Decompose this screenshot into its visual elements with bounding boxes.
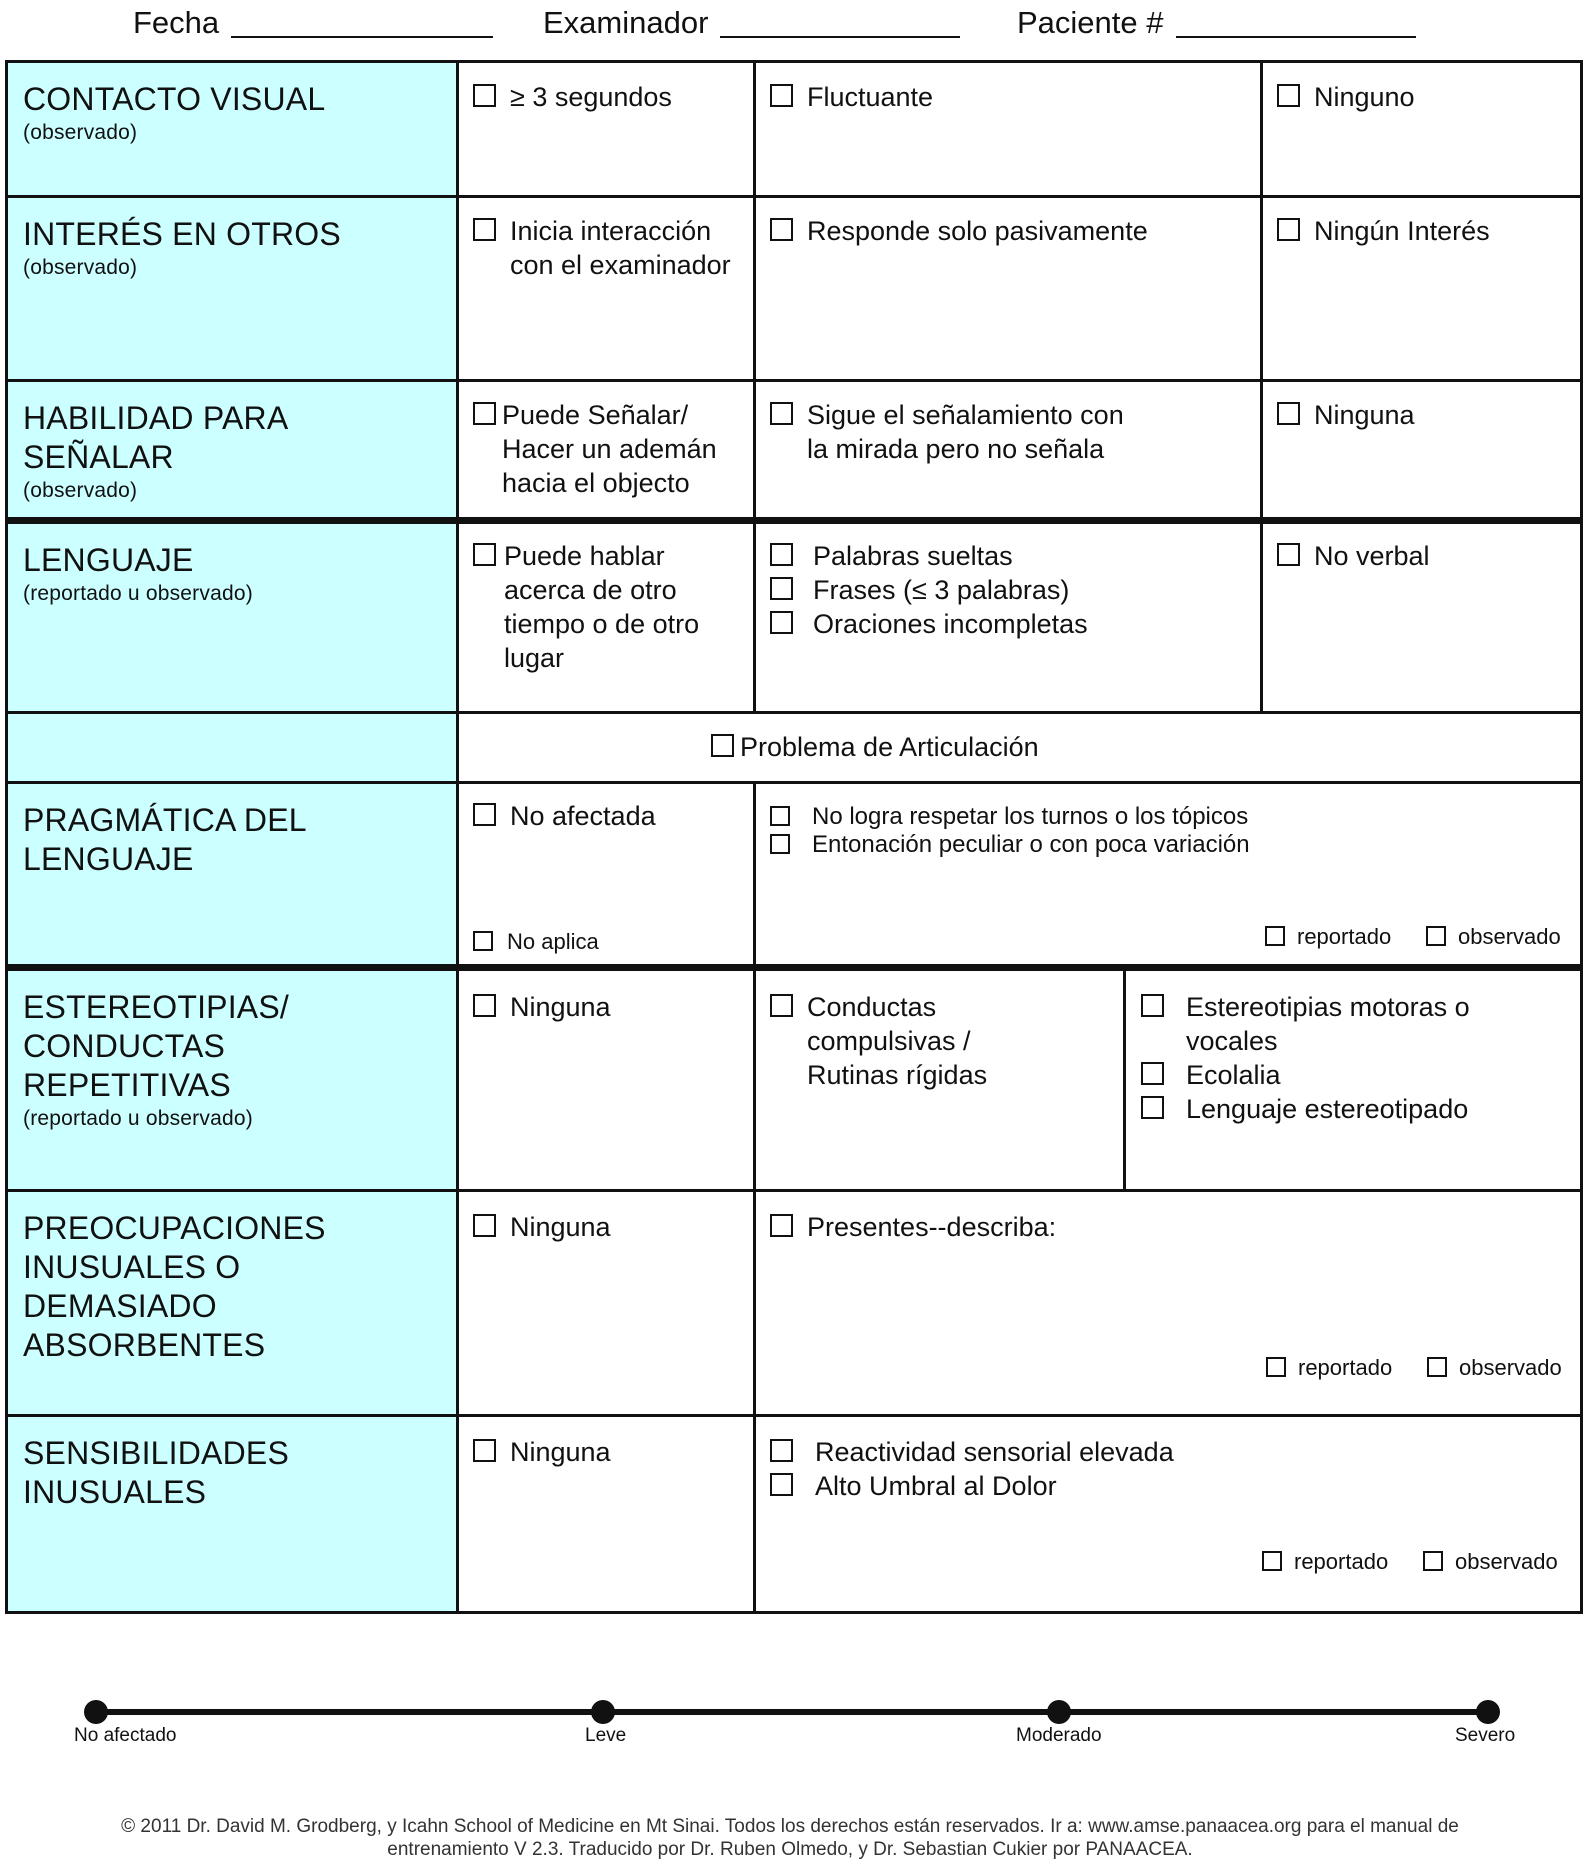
estereotipias-sub: (reportado u observado) [23, 1107, 253, 1130]
lenguaje-sub: (reportado u observado) [23, 582, 253, 605]
option-ningun-interes[interactable]: Ningún Interés [1277, 214, 1490, 248]
interes-title: INTERÉS EN OTROS [23, 216, 341, 252]
option-no-verbal[interactable]: No verbal [1277, 539, 1430, 573]
option-preocupaciones-observado[interactable]: observado [1427, 1354, 1562, 1382]
checkbox[interactable] [770, 84, 793, 107]
checkbox[interactable] [473, 84, 496, 107]
contacto-title: CONTACTO VISUAL [23, 81, 326, 117]
option-ninguna-senalar[interactable]: Ninguna [1277, 398, 1415, 432]
checkbox[interactable] [473, 931, 493, 951]
checkbox[interactable] [770, 611, 793, 634]
label-lenguaje [5, 521, 459, 714]
checkbox[interactable] [1277, 218, 1300, 241]
examinador-label: Examinador [543, 5, 709, 40]
label-sensibilidades [5, 1414, 459, 1614]
checkbox[interactable] [473, 543, 496, 566]
option-puede-senalar[interactable]: Puede Señalar/ Hacer un ademán hacia el objecto [473, 398, 717, 500]
checkbox[interactable] [770, 994, 793, 1017]
senalar-title: HABILIDAD PARA SEÑALAR [23, 400, 289, 475]
option-frases[interactable]: Frases (≤ 3 palabras) [770, 573, 1088, 607]
checkbox[interactable] [1265, 926, 1285, 946]
senalar-sub: (observado) [23, 479, 138, 502]
option-responde-pasivamente[interactable]: Responde solo pasivamente [770, 214, 1148, 248]
option-preocupaciones-reportado[interactable]: reportado [1266, 1354, 1392, 1382]
label-pragmatica [5, 781, 459, 967]
option-inicia-interaccion[interactable]: Inicia interacción con el examinador [473, 214, 731, 282]
option-palabras-sueltas[interactable]: Palabras sueltas [770, 539, 1088, 573]
option-ninguna-estereotipias[interactable]: Ninguna [473, 990, 611, 1024]
option-no-respeta-turnos[interactable]: No logra respetar los turnos o los tópicos [770, 803, 1250, 831]
checkbox[interactable] [1266, 1357, 1286, 1377]
lenguaje-title: LENGUAJE [23, 542, 194, 578]
checkbox[interactable] [473, 402, 496, 425]
estereotipias-title: ESTEREOTIPIAS/ CONDUCTAS REPETITIVAS [23, 989, 289, 1103]
paciente-line[interactable] [1176, 6, 1416, 38]
scale-point-severo[interactable] [1476, 1700, 1500, 1724]
checkbox[interactable] [1262, 1551, 1282, 1571]
option-reactividad-sensorial[interactable]: Reactividad sensorial elevada [770, 1435, 1174, 1469]
option-ninguna-sensibilidades[interactable]: Ninguna [473, 1435, 611, 1469]
checkbox[interactable] [1426, 926, 1446, 946]
option-group-lenguaje [770, 539, 1088, 641]
option-sensibilidades-observado[interactable]: observado [1423, 1548, 1558, 1576]
footer-line-1: © 2011 Dr. David M. Grodberg, y Icahn School of Medicine en Mt Sinai. Todos los derechos están reservados. Ir a: www.amse.panaacea.org para el manual de [121, 1816, 1459, 1837]
label-habilidad-senalar [5, 379, 459, 520]
scale-label-leve: Leve [585, 1725, 627, 1746]
contacto-sub: (observado) [23, 121, 138, 144]
checkbox[interactable] [473, 1214, 496, 1237]
checkbox[interactable] [473, 218, 496, 241]
option-no-afectada[interactable]: No afectada [473, 799, 656, 833]
scale-label-severo: Severo [1455, 1725, 1516, 1746]
option-alto-umbral-dolor[interactable]: Alto Umbral al Dolor [770, 1469, 1174, 1503]
option-puede-hablar[interactable]: Puede hablar acerca de otro tiempo o de otro lugar [473, 539, 699, 675]
paciente-field[interactable] [1017, 6, 1416, 38]
footer-copyright [60, 1815, 1520, 1861]
checkbox[interactable] [770, 1439, 793, 1462]
scale-point-moderado[interactable] [1047, 1700, 1071, 1724]
scale-point-no-afectado[interactable] [84, 1700, 108, 1724]
checkbox[interactable] [770, 806, 790, 826]
severity-scale-line [94, 1709, 1488, 1715]
option-presentes-describa[interactable]: Presentes--describa: [770, 1210, 1056, 1244]
checkbox[interactable] [770, 218, 793, 241]
option-oraciones-incompletas[interactable]: Oraciones incompletas [770, 607, 1088, 641]
scale-point-leve[interactable] [591, 1700, 615, 1724]
checkbox[interactable] [1423, 1551, 1443, 1571]
checkbox[interactable] [1277, 543, 1300, 566]
checkbox[interactable] [1141, 994, 1164, 1017]
option-estereotipias-motoras[interactable]: Estereotipias motoras o vocales [1141, 990, 1470, 1058]
option-lenguaje-estereotipado[interactable]: Lenguaje estereotipado [1141, 1092, 1470, 1126]
option-ninguno[interactable]: Ninguno [1277, 80, 1415, 114]
checkbox[interactable] [1277, 84, 1300, 107]
fecha-field[interactable] [133, 6, 493, 38]
interes-sub: (observado) [23, 256, 138, 279]
checkbox[interactable] [473, 994, 496, 1017]
footer-line-2: entrenamiento V 2.3. Traducido por Dr. Ruben Olmedo, y Dr. Sebastian Cukier por PANAACEA. [387, 1839, 1193, 1860]
option-conductas-compulsivas[interactable]: Conductas compulsivas / Rutinas rígidas [770, 990, 987, 1092]
option-group-estereotipias [1141, 990, 1470, 1126]
label-blank [5, 711, 459, 784]
checkbox[interactable] [473, 1439, 496, 1462]
option-sensibilidades-reportado[interactable]: reportado [1262, 1548, 1388, 1576]
sensibilidades-title: SENSIBILIDADES INUSUALES [23, 1435, 290, 1510]
label-estereotipias [5, 968, 459, 1192]
checkbox[interactable] [711, 734, 734, 757]
option-ecolalia[interactable]: Ecolalia [1141, 1058, 1470, 1092]
option-sigue-senalamiento[interactable]: Sigue el señalamiento con la mirada pero no señala [770, 398, 1124, 466]
checkbox[interactable] [770, 543, 793, 566]
option-3-segundos[interactable]: ≥ 3 segundos [473, 80, 672, 114]
preocupaciones-title: PREOCUPACIONES INUSUALES O DEMASIADO ABSORBENTES [23, 1210, 326, 1363]
paciente-label: Paciente # [1017, 5, 1164, 40]
label-preocupaciones [5, 1189, 459, 1417]
checkbox[interactable] [770, 577, 793, 600]
option-problema-articulacion[interactable]: Problema de Articulación [711, 730, 1039, 764]
checkbox[interactable] [770, 402, 793, 425]
option-group-sensibilidades [770, 1435, 1174, 1503]
examinador-line[interactable] [720, 6, 960, 38]
option-fluctuante[interactable]: Fluctuante [770, 80, 933, 114]
pragmatica-title: PRAGMÁTICA DEL LENGUAJE [23, 802, 307, 877]
checkbox[interactable] [770, 834, 790, 854]
fecha-label: Fecha [133, 5, 220, 40]
option-entonacion-peculiar[interactable]: Entonación peculiar o con poca variación [770, 831, 1250, 859]
option-group-pragmatica [770, 803, 1250, 859]
checkbox[interactable] [770, 1214, 793, 1237]
option-pragmatica-observado[interactable]: observado [1426, 923, 1561, 951]
scale-label-no-afectado: No afectado [74, 1725, 177, 1746]
checkbox[interactable] [473, 803, 496, 826]
checkbox[interactable] [1141, 1096, 1164, 1119]
scale-label-moderado: Moderado [1016, 1725, 1102, 1746]
fecha-line[interactable] [231, 6, 493, 38]
checkbox[interactable] [1141, 1062, 1164, 1085]
checkbox[interactable] [1427, 1357, 1447, 1377]
checkbox[interactable] [1277, 402, 1300, 425]
option-no-aplica[interactable]: No aplica [473, 928, 599, 956]
label-contacto-visual [5, 60, 459, 198]
option-ninguna-preocupaciones[interactable]: Ninguna [473, 1210, 611, 1244]
label-interes-otros [5, 195, 459, 382]
option-pragmatica-reportado[interactable]: reportado [1265, 923, 1391, 951]
examinador-field[interactable] [543, 6, 960, 38]
checkbox[interactable] [770, 1473, 793, 1496]
